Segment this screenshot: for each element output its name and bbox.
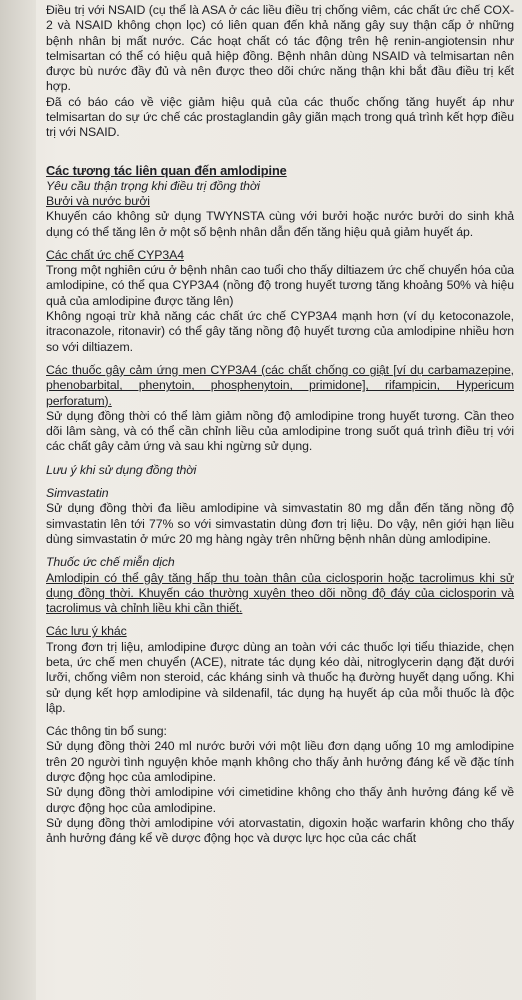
- simvastatin-text: Sử dụng đồng thời đa liều amlodipine và simvastatin 80 mg dẫn đến tăng nồng độ simvastatin lên tới 77% so với simvastatin dùng đơn trị liệu. Do vậy, nên giới hạn liều dùng simvastatin ở mức 20 mg hàng ngày trên những bệnh nhân dùng amlodipine.: [46, 501, 514, 546]
- concomitant-note-heading: Lưu ý khi sử dụng đồng thời: [46, 462, 197, 477]
- cyp3a4-inhibitors-heading: Các chất ức chế CYP3A4: [46, 247, 184, 262]
- page-fold-shadow: [0, 0, 36, 1000]
- additional-info-text-3: Sử dụng đồng thời amlodipine với atorvastatin, digoxin hoặc warfarin không cho thấy ảnh hưởng đáng kể về dược động học và dược lực học của các chất: [46, 815, 514, 846]
- immunosuppressant-text: Amlodipin có thể gây tăng hấp thu toàn thân của ciclosporin hoặc tacrolimus khi sử dụng đồng thời. Khuyến cáo thường xuyên theo dõi nồng độ đáy của ciclosporin và tacrolimus và chỉnh liều khi cần thiết.: [46, 570, 514, 616]
- simvastatin-heading: Simvastatin: [46, 486, 109, 501]
- other-notes-heading: Các lưu ý khác: [46, 624, 127, 639]
- grapefruit-heading: Bưởi và nước bưởi: [46, 193, 150, 208]
- immunosuppressant-heading: Thuốc ức chế miễn dịch: [46, 555, 175, 570]
- caution-subtitle: Yêu cầu thận trọng khi điều trị đồng thời: [46, 178, 260, 193]
- cyp3a4-inhibitors-text-2: Không ngoại trừ khả năng các chất ức chế CYP3A4 mạnh hơn (ví dụ ketoconazole, itraconazole, ritonavir) có thể gây tăng nồng độ huyết tương của amlodipine nhiều hơn so với diltiazem.: [46, 309, 514, 354]
- cyp3a4-inducers-heading: Các thuốc gây cảm ứng men CYP3A4 (các chất chống co giật [ví dụ carbamazepine, phenobarbital, phenytoin, phosphenytoin, primidone], rifampicin, Hypericum perforatum).: [46, 362, 514, 408]
- nsaid-paragraph-2: Đã có báo cáo về việc giảm hiệu quả của các thuốc chống tăng huyết áp như telmisartan do sự ức chế các prostaglandin gây giãn mạch trong quá trình kết hợp điều trị với NSAID.: [46, 94, 514, 140]
- cyp3a4-inhibitors-text: Trong một nghiên cứu ở bệnh nhân cao tuổi cho thấy diltiazem ức chế chuyển hóa của amlodipine, có thể qua CYP3A4 (nồng độ trong huyết tương tăng khoảng 50% và hiệu quả của amlodipine được tăng lên): [46, 263, 514, 308]
- additional-info-heading: Các thông tin bổ sung:: [46, 724, 167, 739]
- nsaid-paragraph: Điều trị với NSAID (cụ thể là ASA ở các liều điều trị chống viêm, các chất ức chế COX-2 và NSAID không chọn lọc) có liên quan đến khả năng gây suy thận cấp ở những bệnh nhân bị mất nước. Các hoạt chất có tác động trên hệ renin-angiotensin như telmisartan có thể có hiệu quả hiệp đồng. Bệnh nhân dùng NSAID và telmisartan nên được bù nước đầy đủ và nên được theo dõi chức năng thận khi bắt đầu điều trị kết hợp.: [46, 3, 514, 94]
- cyp3a4-inducers-text: Sử dụng đồng thời có thể làm giảm nồng độ amlodipine trong huyết tương. Cần theo dõi lâm sàng, và có thể cần chỉnh liều của amlodipine trong suốt quá trình điều trị với các chất gây cảm ứng và sau khi ngừng sử dụng.: [46, 408, 514, 454]
- section-title-amlodipine: Các tương tác liên quan đến amlodipine: [46, 162, 287, 178]
- additional-info-text-1: Sử dụng đồng thời 240 ml nước bưởi với một liều đơn dạng uống 10 mg amlodipine trên 20 người tình nguyện khỏe mạnh không cho thấy ảnh hưởng đáng kể về đặc tính dược động học của amlodipine.: [46, 739, 514, 785]
- additional-info-text-2: Sử dụng đồng thời amlodipine với cimetidine không cho thấy ảnh hưởng đáng kể về dược động học của amlodipine.: [46, 785, 514, 815]
- other-notes-text: Trong đơn trị liệu, amlodipine được dùng an toàn với các thuốc lợi tiểu thiazide, chẹn beta, ức chế men chuyển (ACE), nitrate tác dụng kéo dài, nitroglycerin dạng đặt dưới lưỡi, chống viêm non steroid, các kháng sinh và thuốc hạ đường huyết dạng uống. Khi sử dụng kết hợp amlodipine và sildenafil, tác dụng hạ huyết áp của mỗi thuốc là độc lập.: [46, 639, 514, 715]
- grapefruit-text: Khuyến cáo không sử dụng TWYNSTA cùng với bưởi hoặc nước bưởi do sinh khả dụng có thể tăng lên ở một số bệnh nhân dẫn đến tăng hiệu quả giảm huyết áp.: [46, 209, 514, 239]
